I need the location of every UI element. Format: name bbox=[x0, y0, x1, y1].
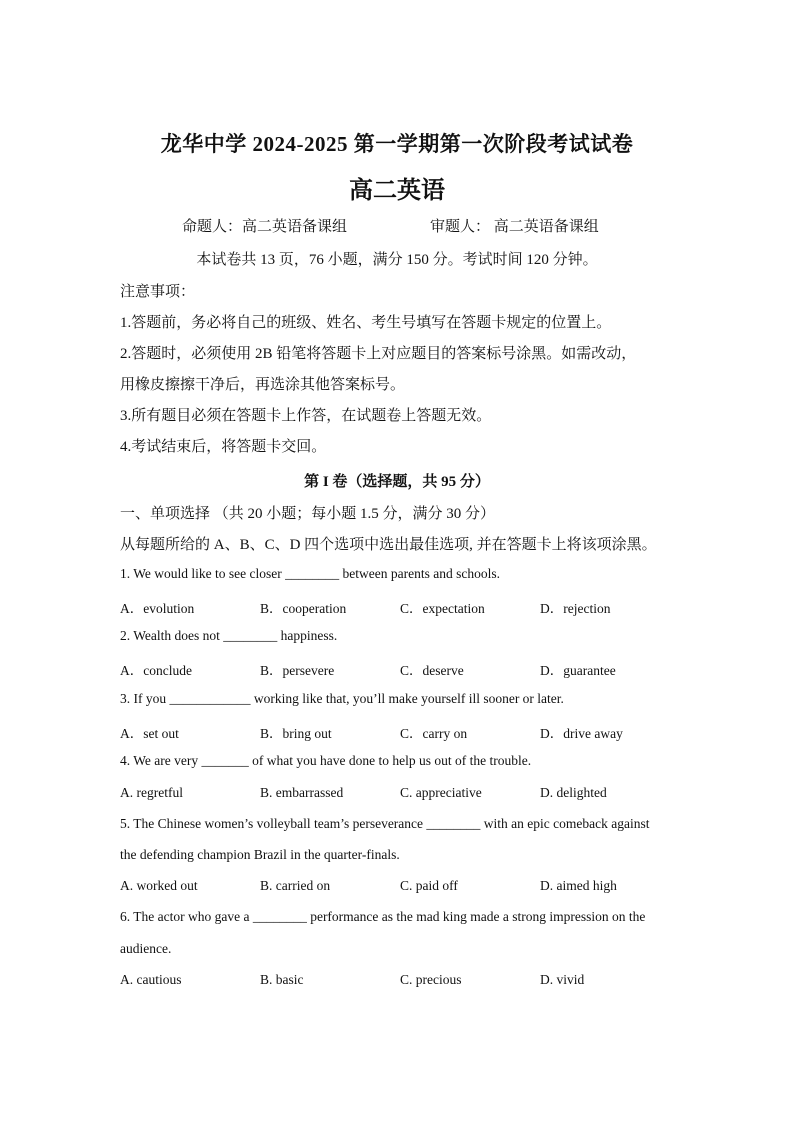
option-a: A．set out bbox=[120, 726, 179, 741]
section-instruction: 从每题所给的 A、B、C、D 四个选项中选出最佳选项, 并在答题卡上将该项涂黑。 bbox=[120, 537, 657, 553]
option-a: A. worked out bbox=[120, 878, 198, 893]
question-2-stem: 2. Wealth does not ________ happiness. bbox=[120, 628, 338, 643]
reviewer-label: 审题人： 高二英语备课组 bbox=[430, 219, 599, 235]
option-d: D．guarantee bbox=[540, 663, 616, 678]
question-1-stem: 1. We would like to see closer ________ between parents and schools. bbox=[120, 566, 500, 581]
option-a: A．conclude bbox=[120, 663, 192, 678]
option-b: B. embarrassed bbox=[260, 785, 344, 800]
option-d: D. delighted bbox=[540, 785, 607, 800]
question-1-options bbox=[120, 597, 720, 615]
question-3-options bbox=[120, 722, 720, 740]
notes-heading: 注意事项： bbox=[120, 284, 196, 300]
option-c: C. appreciative bbox=[400, 785, 482, 800]
option-a: A．evolution bbox=[120, 601, 195, 616]
question-4-stem: 4. We are very _______ of what you have done to help us out of the trouble. bbox=[120, 753, 532, 768]
note-item: 用橡皮擦擦干净后，再选涂其他答案标号。 bbox=[120, 377, 406, 393]
option-a: A. cautious bbox=[120, 972, 182, 987]
exam-subject: 高二英语 bbox=[349, 178, 445, 204]
option-c: C. paid off bbox=[400, 878, 458, 893]
option-b: B. basic bbox=[260, 972, 304, 987]
option-d: D. aimed high bbox=[540, 878, 617, 893]
note-item: 1.答题前，务必将自己的班级、姓名、考生号填写在答题卡规定的位置上。 bbox=[120, 315, 612, 331]
option-d: D. vivid bbox=[540, 972, 585, 987]
question-5-options bbox=[120, 878, 720, 896]
note-item: 3.所有题目必须在答题卡上作答，在试题卷上答题无效。 bbox=[120, 408, 492, 424]
question-5-stem: 5. The Chinese women’s volleyball team’s perseverance ________ with an epic comeback against bbox=[120, 816, 650, 831]
question-2-options bbox=[120, 659, 720, 677]
option-d: D．rejection bbox=[540, 601, 611, 616]
option-a: A. regretful bbox=[120, 785, 183, 800]
section-title: 一、单项选择 （共 20 小题；每小题 1.5 分，满分 30 分） bbox=[120, 506, 496, 522]
option-b: B．persevere bbox=[260, 663, 335, 678]
question-4-options bbox=[120, 785, 720, 803]
option-c: C．carry on bbox=[400, 726, 468, 741]
option-c: C．expectation bbox=[400, 601, 485, 616]
note-item: 2.答题时，必须使用 2B 铅笔将答题卡上对应题目的答案标号涂黑。如需改动， bbox=[120, 346, 637, 362]
note-item: 4.考试结束后，将答题卡交回。 bbox=[120, 439, 327, 455]
part1-heading: 第 I 卷（选择题，共 95 分） bbox=[304, 474, 490, 490]
question-3-stem: 3. If you ____________ working like that, you’ll make yourself ill sooner or later. bbox=[120, 691, 564, 706]
option-b: B. carried on bbox=[260, 878, 331, 893]
exam-info: 本试卷共 13 页，76 小题，满分 150 分。考试时间 120 分钟。 bbox=[196, 252, 598, 268]
question-6-stem-cont: audience. bbox=[120, 941, 172, 956]
option-c: C．deserve bbox=[400, 663, 464, 678]
exam-title: 龙华中学 2024-2025 第一学期第一次阶段考试试卷 bbox=[160, 132, 634, 156]
option-b: B．cooperation bbox=[260, 601, 347, 616]
question-5-stem-cont: the defending champion Brazil in the quarter-finals. bbox=[120, 847, 400, 862]
question-6-stem: 6. The actor who gave a ________ performance as the mad king made a strong impression on the bbox=[120, 909, 646, 924]
option-c: C. precious bbox=[400, 972, 462, 987]
question-6-options bbox=[120, 972, 720, 990]
option-b: B．bring out bbox=[260, 726, 332, 741]
option-d: D．drive away bbox=[540, 726, 623, 741]
setter-label: 命题人：高二英语备课组 bbox=[182, 219, 348, 235]
